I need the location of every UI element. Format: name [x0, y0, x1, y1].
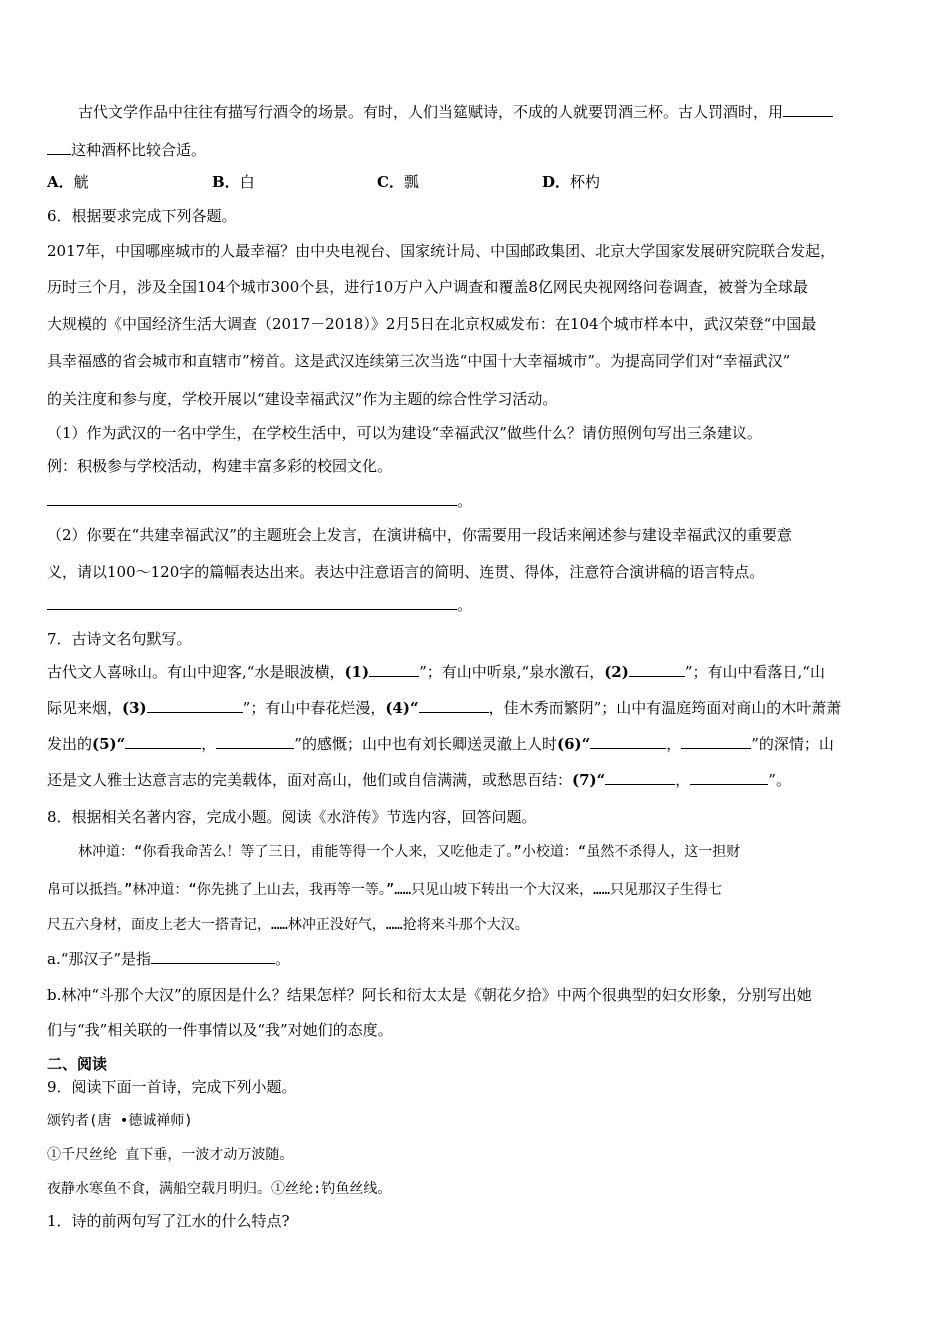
q8-excerpt-line: 林冲道：“你看我命苦么！等了三日，甫能等得一个人来，又吃他走了。”小校道：“虽然不杀得人，这一担财 — [78, 844, 741, 860]
q6-title: 6．根据要求完成下列各题。 — [47, 207, 237, 225]
q8-title: 8．根据相关名著内容，完成小题。阅读《水浒传》节选内容，回答问题。 — [47, 808, 537, 826]
q9-title: 9．阅读下面一首诗，完成下列小题。 — [47, 1078, 297, 1096]
q5-stem-line2 — [47, 139, 206, 161]
blank-number: (1) — [344, 663, 370, 681]
q5-option-d[interactable] — [542, 171, 600, 193]
period: 。 — [457, 492, 473, 510]
q8-excerpt-line: 尺五六身材，面皮上老大一搭青记，……林冲正没好气，……抢将来斗那个大汉。 — [47, 917, 529, 933]
q8-part-b-line2: 们与“我”相关联的一件事情以及“我”对她们的态度。 — [47, 1021, 393, 1039]
period: 。 — [457, 596, 473, 614]
q6-paragraph-line: 历时三个月，涉及全国104个城市300个县，进行10万户入户调查和覆盖8亿网民央视网络问卷调查，被誉为全球最 — [47, 278, 808, 296]
q7-line1 — [47, 661, 825, 683]
q6-paragraph-line: 具幸福感的省会城市和直辖市”榜首。这是武汉连续第三次当选“中国十大幸福城市”。为提高同学们对“幸福武汉” — [47, 352, 791, 370]
text: ”的深情；山 — [751, 735, 834, 753]
blank-2[interactable] — [629, 662, 685, 677]
answer-blank[interactable] — [47, 595, 457, 610]
text: 还是文人雅士达意言志的完美载体，面对高山，他们或自信满满，或愁思百结： — [47, 771, 573, 789]
option-letter: D． — [542, 173, 571, 191]
option-letter: A． — [47, 173, 74, 191]
poem-title: 颂钓者(唐 •德诚禅师) — [47, 1113, 193, 1129]
text: ， — [201, 735, 217, 753]
text: ， — [666, 735, 682, 753]
q5-stem-text2: 这种酒杯比较合适。 — [71, 141, 207, 159]
text: ”；有山中看落日,“山 — [684, 663, 825, 681]
blank-7a[interactable] — [605, 770, 675, 785]
blank-7b[interactable] — [690, 770, 768, 785]
blank-6b[interactable] — [681, 734, 751, 749]
q5-option-b[interactable] — [212, 171, 255, 193]
text: 古代文人喜咏山。有山中迎客,“水是眼波横， — [47, 663, 345, 681]
text: ”；有山中春花烂漫， — [242, 699, 386, 717]
q6-subquestion-2b: 义，请以100～120字的篇幅表达出来。表达中注意语言的简明、连贯、得体，注意符合演讲稿的语言特点。 — [47, 563, 765, 581]
blank-number: (3) — [122, 699, 147, 717]
text: ，佳木秀而繁阴”；山中有温庭筠面对商山的木叶萧萧 — [488, 699, 842, 717]
text: ”的感慨；山中也有刘长卿送灵澈上人时 — [294, 735, 557, 753]
text: 发出的 — [47, 735, 93, 753]
q8-excerpt-line: 帛可以抵挡。”林冲道：“你先挑了上山去，我再等一等。”……只见山坡下转出一个大汉来，……只见那汉子生得七 — [47, 882, 722, 898]
q7-title: 7．古诗文名句默写。 — [47, 630, 192, 648]
q7-line2 — [47, 697, 841, 719]
blank-number: (6)“ — [556, 735, 591, 753]
option-text: 觥 — [73, 173, 89, 191]
text: 际见来烟， — [47, 699, 123, 717]
blank-number: (5)“ — [92, 735, 126, 753]
answer-blank[interactable] — [47, 491, 457, 506]
text: ”。 — [768, 771, 791, 789]
option-text: 杯杓 — [570, 173, 601, 191]
blank-3[interactable] — [147, 698, 243, 713]
blank-4[interactable] — [419, 698, 489, 713]
option-letter: C． — [377, 173, 404, 191]
q5-option-a[interactable] — [47, 171, 89, 193]
poem-line: 夜静水寒鱼不食，满船空载月明归。①丝纶:钓鱼丝线。 — [47, 1181, 392, 1197]
q6-subquestion-2a: （2）你要在“共建幸福武汉”的主题班会上发言，在演讲稿中，你需要用一段话来阐述参与建设幸福武汉的重要意 — [47, 526, 792, 544]
q9-subquestion-1: 1．诗的前两句写了江水的什么特点? — [47, 1212, 290, 1230]
q6-paragraph-line: 大规模的《中国经济生活大调查（2017－2018）》2月5日在北京权威发布：在104个城市样本中，武汉荣登“中国最 — [47, 315, 817, 333]
text: ， — [675, 771, 691, 789]
q5-blank-b[interactable] — [47, 140, 71, 155]
blank-number: (7)“ — [572, 771, 606, 789]
q6-answer-line-1 — [47, 490, 472, 512]
q8-part-b-line1: b.林冲“斗那个大汉”的原因是什么？结果怎样？阿长和衍太太是《朝花夕拾》中两个很典型的妇女形象，分别写出她 — [47, 986, 812, 1004]
blank-1[interactable] — [369, 662, 419, 677]
q5-blank-a[interactable] — [783, 102, 833, 117]
blank-number: (2) — [604, 663, 629, 681]
q5-stem-text: 古代文学作品中往往有描写行酒令的场景。有时，人们当筵赋诗，不成的人就要罚酒三杯。古人罚酒时，用 — [78, 103, 784, 121]
q6-paragraph-line: 2017年，中国哪座城市的人最幸福？由中央电视台、国家统计局、中国邮政集团、北京大学国家发展研究院联合发起， — [47, 242, 836, 260]
q6-answer-line-2 — [47, 594, 472, 616]
q6-subquestion-1: （1）作为武汉的一名中学生，在学校生活中，可以为建设“幸福武汉”做些什么？请仿照例句写出三条建议。 — [47, 424, 762, 442]
blank-5a[interactable] — [125, 734, 201, 749]
option-text: 白 — [239, 173, 255, 191]
blank-6a[interactable] — [590, 734, 666, 749]
poem-line: ①千尺丝纶 直下垂，一波才动万波随。 — [47, 1147, 294, 1163]
period: 。 — [275, 950, 291, 968]
q7-line3 — [47, 733, 834, 755]
q5-stem-line1 — [78, 101, 833, 123]
option-text: 瓢 — [403, 173, 419, 191]
q6-example: 例：积极参与学校活动，构建丰富多彩的校园文化。 — [47, 457, 393, 475]
option-letter: B． — [212, 173, 240, 191]
q5-option-c[interactable] — [377, 171, 419, 193]
q7-line4 — [47, 769, 791, 791]
blank-number: (4)“ — [385, 699, 419, 717]
answer-blank[interactable] — [151, 949, 275, 964]
q8-part-a — [47, 948, 290, 970]
blank-5b[interactable] — [216, 734, 294, 749]
text: ”；有山中听泉,“泉水激石， — [419, 663, 605, 681]
section-title: 二、阅读 — [47, 1055, 108, 1073]
text: a.“那汉子”是指 — [47, 950, 152, 968]
q6-paragraph-line: 的关注度和参与度，学校开展以“建设幸福武汉”作为主题的综合性学习活动。 — [47, 390, 558, 408]
